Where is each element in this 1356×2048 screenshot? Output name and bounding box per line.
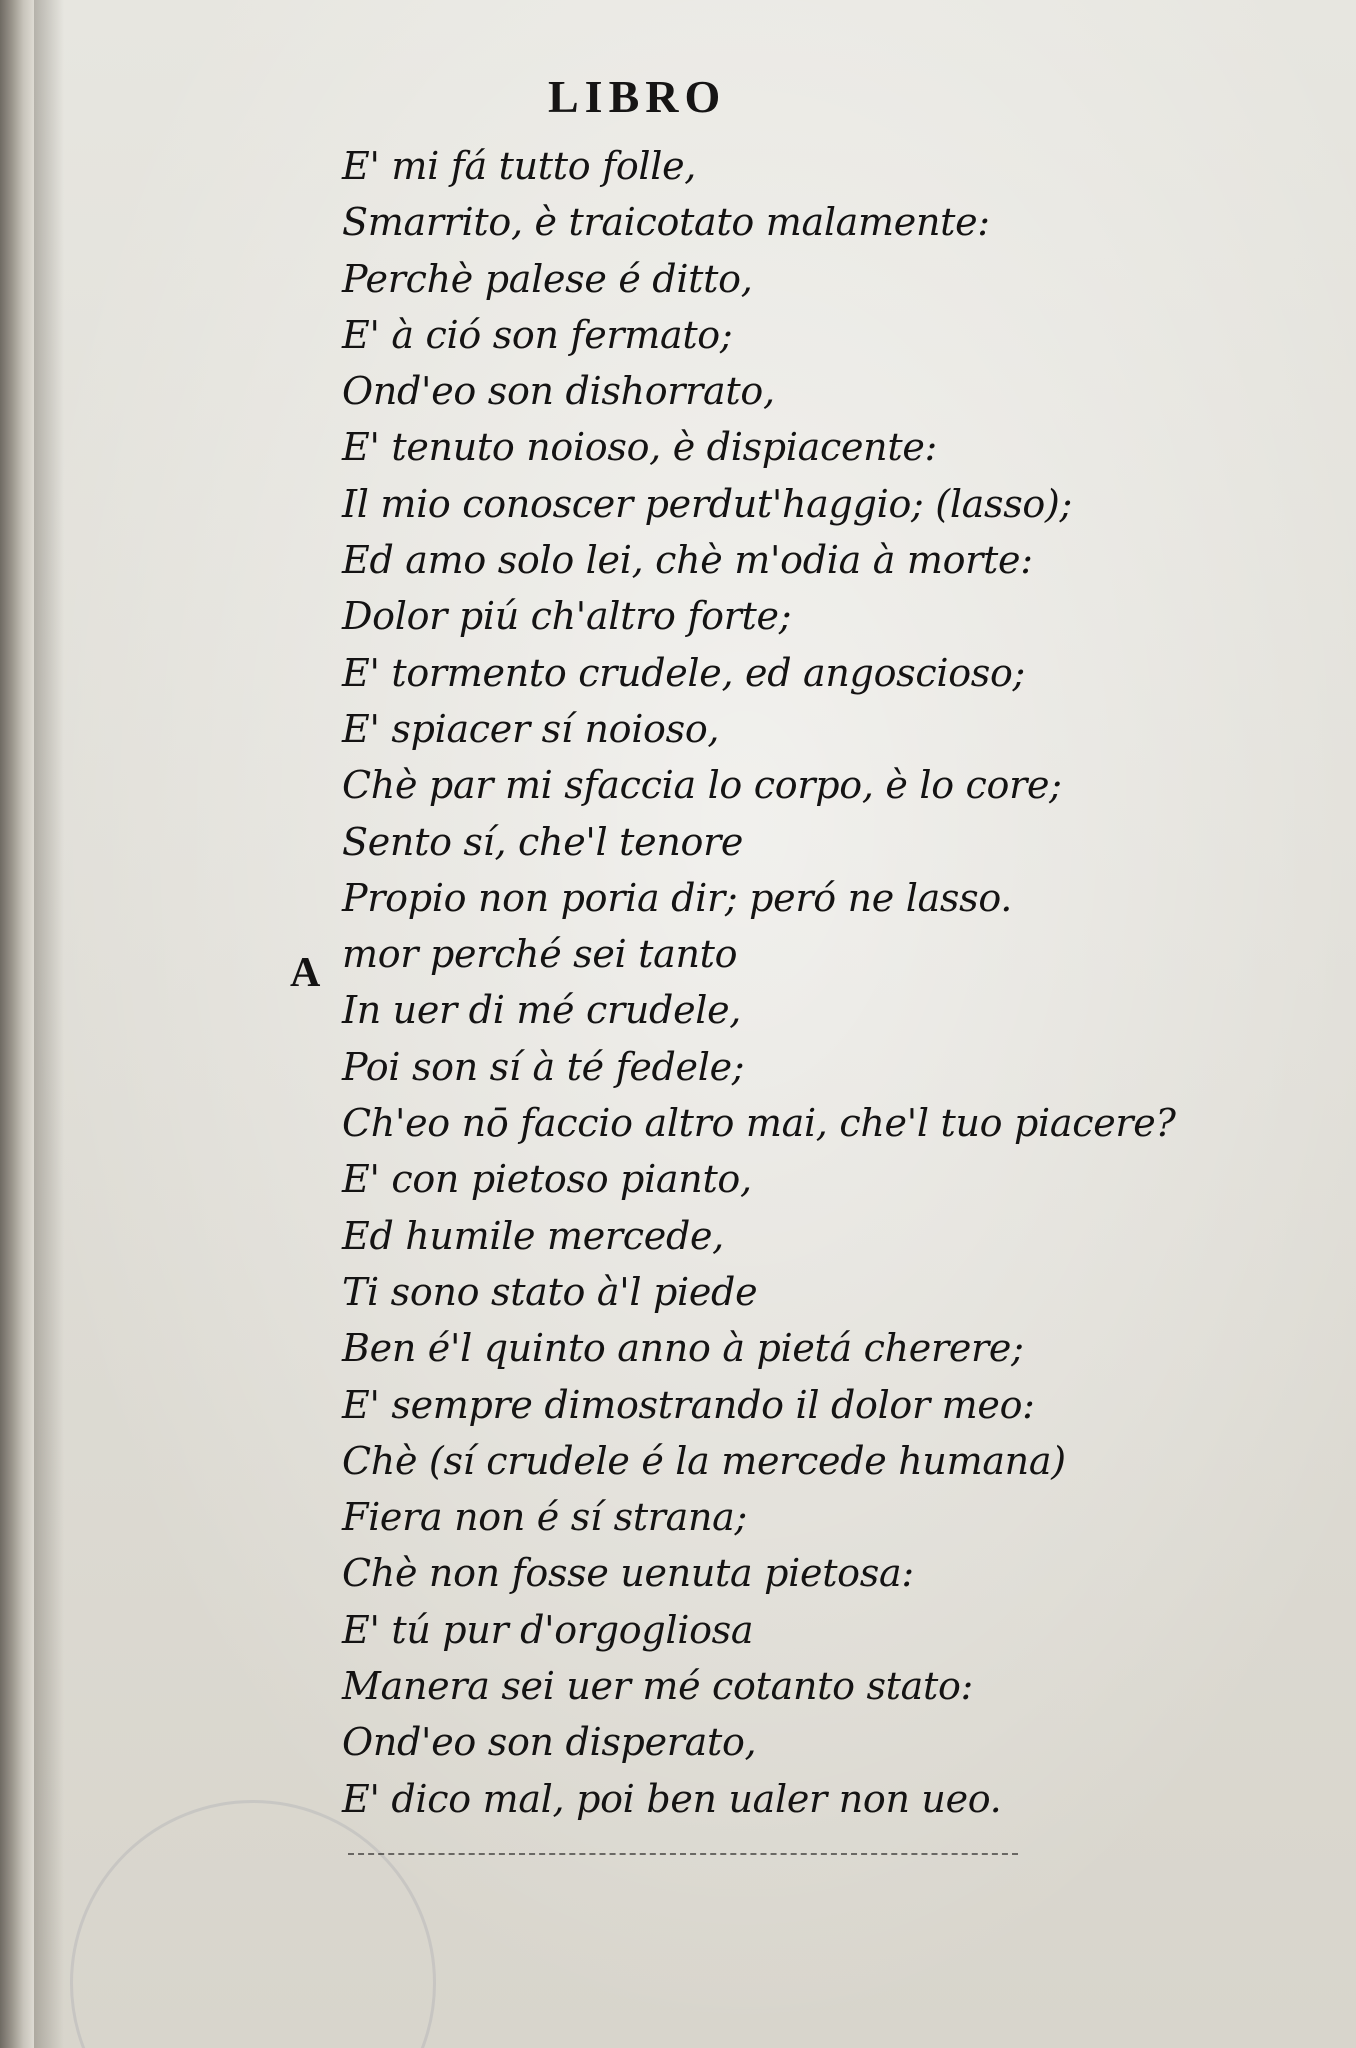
verse-line: Perchè palese é ditto, [342, 256, 753, 301]
verse-line: Ti sono stato à'l piede [342, 1269, 758, 1314]
verse-line: mor perché sei tanto [342, 932, 738, 977]
verse-line: Manera sei uer mé cotanto stato: [342, 1664, 974, 1709]
verse-line: Ond'eo son dishorrato, [342, 369, 775, 414]
faint-library-stamp [70, 1800, 436, 2048]
page-end-rule [348, 1853, 1018, 1855]
verse-line: Ch'eo nō faccio altro mai, che'l tuo piacere? [342, 1101, 1176, 1146]
verse-line: E' con pietoso pianto, [342, 1157, 752, 1202]
verse-line: Ben é'l quinto anno à pietá cherere; [342, 1326, 1024, 1371]
verse-line: E' mi fá tutto folle, [342, 144, 697, 188]
verse-line: Chè (sí crudele é la mercede humana) [342, 1438, 1066, 1483]
running-header: LIBRO [548, 71, 727, 122]
verse-line: E' sempre dimostrando il dolor meo: [342, 1382, 1035, 1427]
page-binding-edge [0, 0, 34, 2048]
verse-line: Ed amo solo lei, chè m'odia à morte: [342, 538, 1033, 583]
verse-line: Dolor piú ch'altro forte; [342, 594, 792, 639]
verse-line: Propio non poria dir; peró ne lasso. [342, 875, 1013, 920]
verse-line: E' tormento crudele, ed angoscioso; [342, 650, 1026, 695]
verse-line: E' à ció son fermato; [342, 312, 733, 357]
verse-line: E' tú pur d'orgogliosa [342, 1607, 754, 1652]
verse-line: Sento sí, che'l tenore [342, 819, 744, 864]
stanza-initial-letter: A [290, 950, 321, 996]
gutter-shadow [34, 0, 64, 2048]
verse-line: Smarrito, è traicotato malamente: [342, 200, 990, 245]
verse-line: Ond'eo son disperato, [342, 1720, 757, 1765]
verse-line: Ed humile mercede, [342, 1213, 724, 1258]
verse-line: Poi son sí à té fedele; [342, 1044, 745, 1089]
verse-line: Il mio conoscer perdut'haggio; (lasso); [342, 481, 1073, 526]
verse-line: E' spiacer sí noioso, [342, 706, 720, 751]
verse-line: Chè par mi sfaccia lo corpo, è lo core; [342, 763, 1062, 808]
verse-line: E' dico mal, poi ben ualer non ueo. [342, 1776, 1002, 1821]
verse-line: Fiera non é sí strana; [342, 1495, 748, 1540]
verse-block [342, 138, 1242, 1827]
verse-line: Chè non fosse uenuta pietosa: [342, 1551, 914, 1596]
verse-line: In uer di mé crudele, [342, 988, 742, 1033]
verse-line: E' tenuto noioso, è dispiacente: [342, 425, 938, 470]
